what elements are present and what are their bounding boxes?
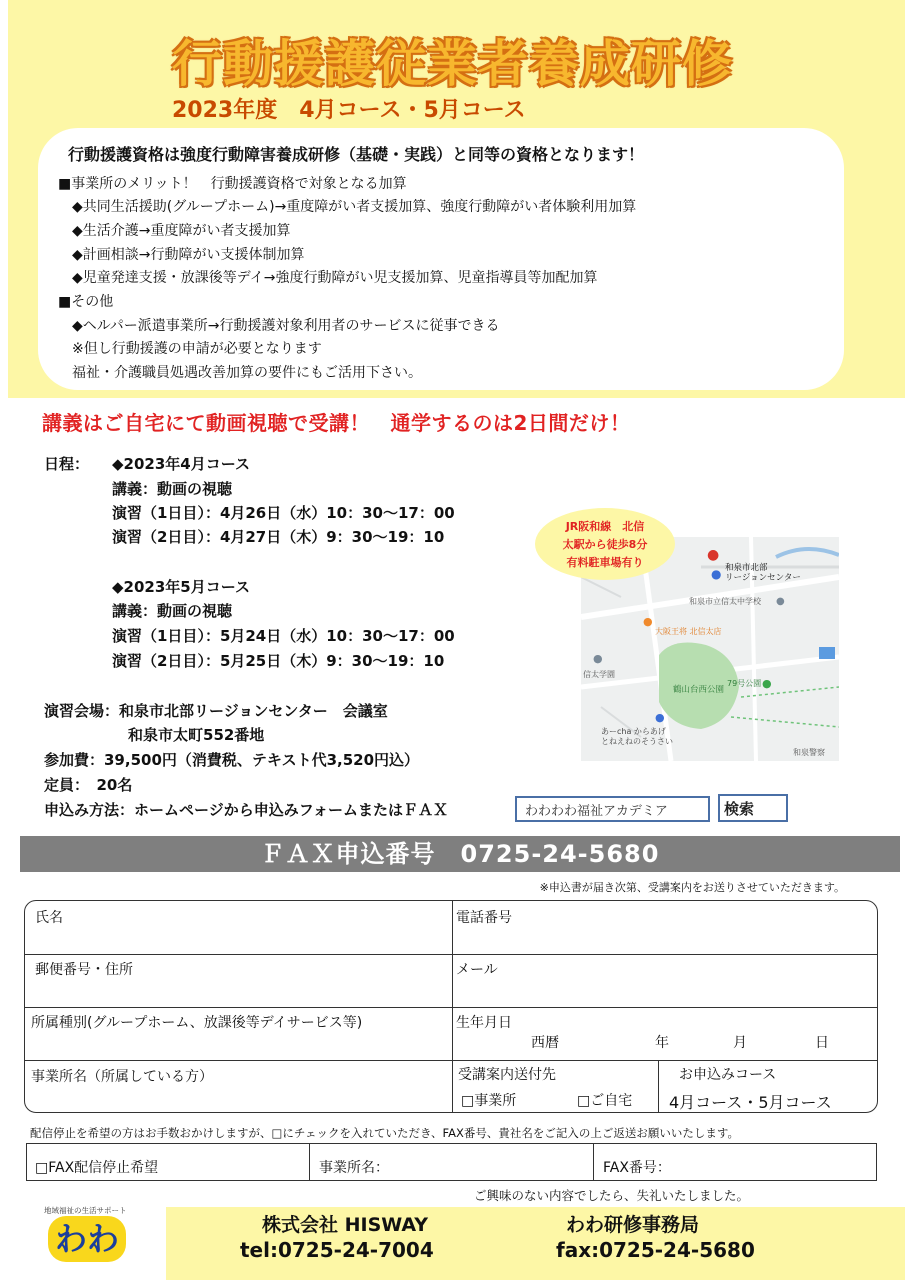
- logo-tagline: 地域福祉の生活サポート: [44, 1206, 127, 1215]
- address-field[interactable]: 郵便番号・住所: [35, 962, 133, 978]
- wawa-logo: わわ: [48, 1216, 126, 1262]
- fee-line: 参加費：39,500円（消費税、テキスト代3,520円込）: [44, 751, 420, 769]
- unsubscribe-note: 配信停止を希望の方はお手数おかけしますが、□にチェックを入れていただき、FAX番号、貴社名をご記入の上ご返送お願いいたします。: [30, 1126, 739, 1140]
- form-divider: [25, 1007, 877, 1008]
- name-field[interactable]: 氏名: [35, 910, 63, 926]
- search-input[interactable]: [515, 796, 710, 822]
- birthdate-day: 日: [815, 1035, 829, 1051]
- form-divider: [25, 1060, 877, 1061]
- nursery-icon: ●: [593, 652, 603, 665]
- map-label-nursery: 信太学園: [583, 670, 615, 679]
- category-field[interactable]: 所属種別(グループホーム、放課後等デイサービス等): [31, 1015, 363, 1031]
- form-divider: [593, 1144, 594, 1180]
- fax-number[interactable]: fax:0725-24-5680: [556, 1238, 755, 1262]
- benefits-line: ※但し行動援護の申請が必要となります: [72, 341, 322, 357]
- may-lecture: 講義：動画の視聴: [112, 602, 233, 620]
- unsubscribe-office-field[interactable]: 事業所名：: [319, 1160, 389, 1176]
- course-label: お申込みコース: [679, 1067, 777, 1083]
- send-to-label: 受講案内送付先: [458, 1067, 556, 1083]
- form-divider: [658, 1060, 659, 1112]
- email-field[interactable]: メール: [456, 962, 498, 978]
- may-day1: 演習（1日目）：5月24日（水）10：30～17：00: [112, 627, 455, 645]
- map-callout: [535, 508, 675, 580]
- closing-note: ご興味のない内容でしたら、失礼いたしました。: [474, 1188, 750, 1203]
- lecture-note: 講義はご自宅にて動画視聴で受講！ 通学するのは2日間だけ！: [42, 411, 631, 435]
- april-course: ◆2023年4月コース: [112, 455, 250, 473]
- fax-number-banner: ＦＡＸ申込番号 0725-24-5680: [20, 836, 900, 872]
- map-callout-line: 有料駐車場有り: [566, 556, 644, 569]
- park-icon: ●: [762, 677, 772, 690]
- map-label-kids: あーcha からあげ とねえねのそうさい: [601, 727, 673, 746]
- birthdate-month: 月: [733, 1035, 747, 1051]
- map-label-school: 和泉市立信太中学校: [689, 597, 761, 606]
- course-value[interactable]: 4月コース・5月コース: [669, 1093, 832, 1112]
- april-lecture: 講義：動画の視聴: [112, 480, 233, 498]
- april-day1: 演習（1日目）：4月26日（水）10：30～17：00: [112, 504, 455, 522]
- application-form: [24, 900, 878, 1113]
- map-label-park: 鶴山台西公園: [673, 685, 725, 695]
- benefits-line: ■事業所のメリット！ 行動援護資格で対象となる加算: [58, 176, 407, 192]
- office-name: わわ研修事務局: [566, 1214, 700, 1236]
- office-name-field[interactable]: 事業所名（所属している方）: [31, 1069, 213, 1085]
- search-button[interactable]: 検索: [718, 794, 788, 822]
- company-name: 株式会社 HISWAY: [262, 1214, 429, 1236]
- birthdate-era: 西暦: [531, 1035, 559, 1051]
- map-label-center: 和泉市北部 リージョンセンター: [725, 563, 801, 583]
- restaurant-icon: ●: [643, 615, 653, 628]
- send-to-home-checkbox[interactable]: □ご自宅: [577, 1093, 633, 1109]
- school-icon: ●: [776, 596, 785, 607]
- map-label-police: 和泉警察: [793, 748, 825, 757]
- benefits-line: 福祉・介護職員処遇改善加算の要件にもご活用下さい。: [72, 365, 422, 381]
- kids-icon: ●: [655, 711, 665, 724]
- benefits-line: ◆児童発達支援・放課後等デイ→強度行動障がい児支援加算、児童指導員等加配加算: [72, 270, 598, 286]
- form-divider: [25, 954, 877, 955]
- tel-number[interactable]: tel:0725-24-7004: [240, 1238, 434, 1262]
- benefits-line: ◆ヘルパー派遣事業所→行動援護対象利用者のサービスに従事できる: [72, 318, 500, 334]
- map-label-park2: 79号公園: [727, 679, 762, 688]
- benefits-heading: 行動援護資格は強度行動障害養成研修（基礎・実践）と同等の資格となります！: [68, 145, 645, 164]
- page-subtitle: 2023年度 4月コース・5月コース: [172, 98, 526, 123]
- map-pin-icon: ●: [707, 547, 720, 563]
- unsubscribe-checkbox[interactable]: □FAX配信停止希望: [35, 1160, 159, 1176]
- fax-note: ※申込書が届き次第、受講案内をお送りさせていただきます。: [539, 881, 845, 894]
- send-to-office-checkbox[interactable]: □事業所: [461, 1093, 517, 1109]
- page-title: 行動援護従業者養成研修: [172, 35, 733, 93]
- birthdate-field[interactable]: 生年月日: [456, 1015, 512, 1031]
- building-icon: ●: [711, 567, 722, 581]
- schedule-label: 日程：: [44, 455, 90, 473]
- benefits-line: ◆計画相談→行動障がい支援体制加算: [72, 247, 305, 263]
- phone-field[interactable]: 電話番号: [456, 910, 512, 926]
- april-day2: 演習（2日目）：4月27日（木）9：30～19：10: [112, 528, 445, 546]
- map-callout-line: JR阪和線 北信: [565, 520, 645, 533]
- may-course: ◆2023年5月コース: [112, 578, 250, 596]
- capacity-line: 定員： 20名: [44, 776, 133, 794]
- venue-address: 和泉市太町552番地: [128, 726, 265, 744]
- unsubscribe-fax-field[interactable]: FAX番号：: [603, 1160, 671, 1176]
- apply-line: 申込み方法：ホームページから申込みフォームまたはＦＡＸ: [44, 801, 448, 819]
- benefits-line: ■その他: [58, 294, 114, 310]
- birthdate-year: 年: [655, 1035, 669, 1051]
- benefits-line: ◆共同生活援助(グループホーム)→重度障がい者支援加算、強度行動障がい者体験利用加算: [72, 199, 637, 215]
- benefits-line: ◆生活介護→重度障がい者支援加算: [72, 223, 291, 239]
- form-divider: [309, 1144, 310, 1180]
- venue-line: 演習会場：和泉市北部リージョンセンター 会議室: [44, 702, 388, 720]
- map-callout-line: 太駅から徒歩8分: [562, 538, 648, 551]
- may-day2: 演習（2日目）：5月25日（木）9：30～19：10: [112, 652, 445, 670]
- map-label-restaurant: 大阪王将 北信太店: [655, 627, 722, 636]
- unsubscribe-form: [26, 1143, 877, 1181]
